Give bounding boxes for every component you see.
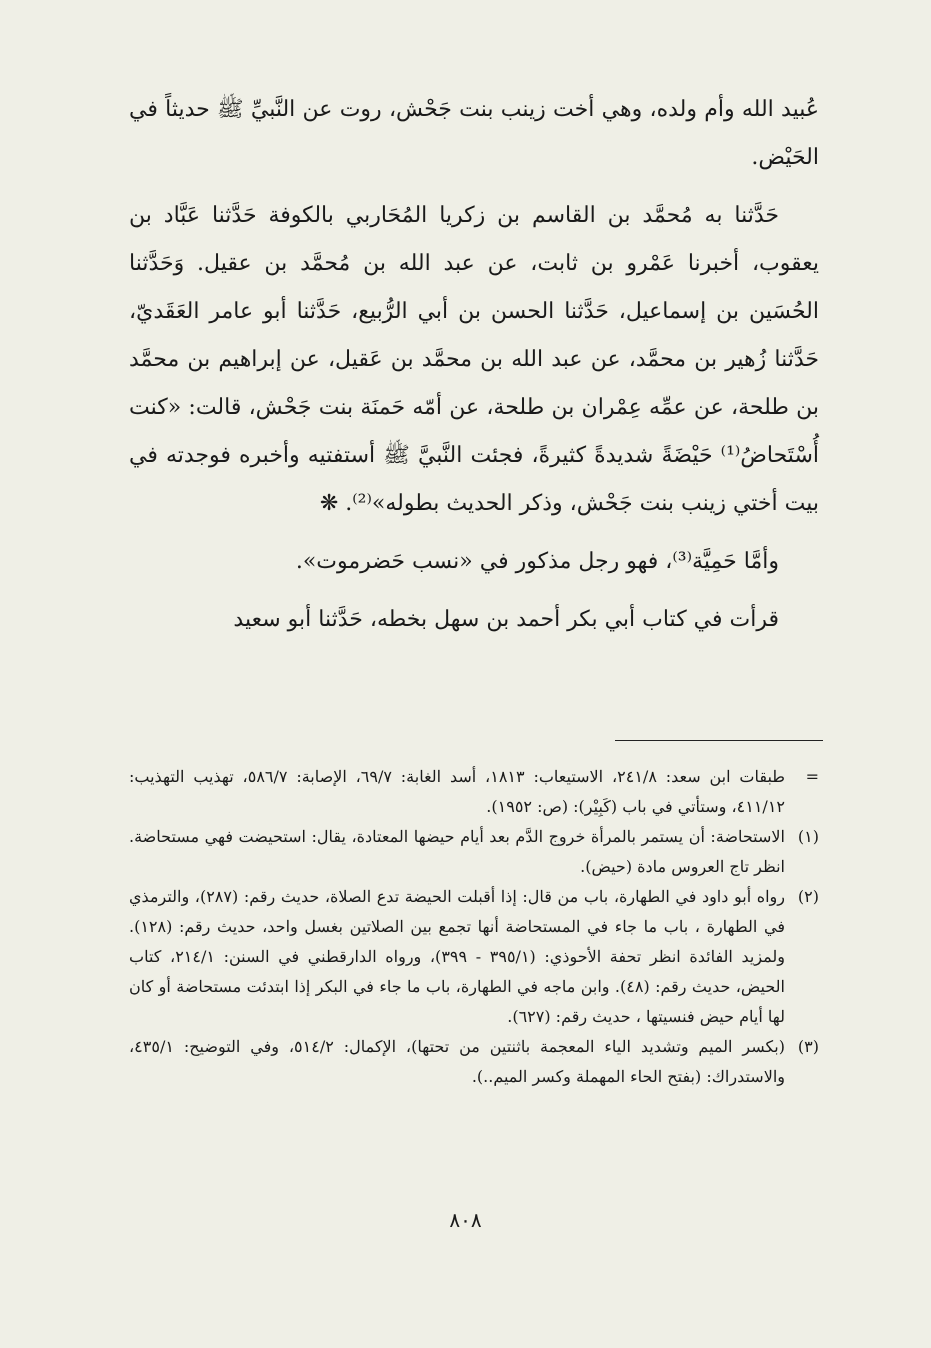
footnote-marker: (٣) [797, 1037, 819, 1056]
footnote-marker: = [805, 767, 819, 786]
footnote-separator [615, 740, 823, 741]
footnote-continuation [129, 762, 819, 822]
main-text [129, 86, 819, 654]
footnote-text: طبقات ابن سعد: ٢٤١/٨، الاستيعاب: ١٨١٣، أسد الغابة: ٦٩/٧، الإصابة: ٥٨٦/٧، تهذيب التهذيب: ٤١١/١٢، وستأتي في باب (كَبِيْر): (ص: ١٩٥٢). [129, 767, 786, 816]
footnote-marker: (٢) [797, 887, 819, 906]
footnote-marker: (١) [797, 827, 819, 846]
footnotes [129, 762, 819, 1092]
footnote-3 [129, 1032, 819, 1092]
footnote-text: الاستحاضة: أن يستمر بالمرأة خروج الدَّم بعد أيام حيضها المعتادة، يقال: استحيضت فهي مستحاضة. انظر تاج العروس مادة (حيض). [129, 827, 785, 876]
paragraph-continuation: عُبيد الله وأم ولده، وهي أخت زينب بنت جَحْش، روت عن النَّبيِّ ﷺ حديثاً في الحَيْض. [129, 97, 819, 170]
paragraph-hadith-chain: حَدَّثنا به مُحمَّد بن القاسم بن زكريا المُحَاربي بالكوفة حَدَّثنا عَبَّاد بن يعقوب، أخبرنا عَمْرو بن ثابت، عن عبد الله بن مُحمَّد بن عقيل. وَحَدَّثنا الحُسَين بن إسماعيل، حَدَّثنا الحسن بن أبي الرُّبيع، حَدَّثنا أبو عامر العَقَديّ، حَدَّثنا زُهير بن محمَّد، عن عبد الله بن محمَّد بن عَقيل، عن إبراهيم بن محمَّد بن طلحة، عن عمِّه عِمْران بن طلحة، عن أمّه حَمنَة بنت جَحْش، قالت: «كنت أُسْتَحاضُ⁽¹⁾ حَيْضَةً شديدةً كثيرةً، فجئت النَّبيَّ ﷺ أستفتيه وأخبره فوجدته في بيت أختي زينب بنت جَحْش، وذكر الحديث بطوله»⁽²⁾. ❋ [129, 203, 819, 516]
footnote-text: رواه أبو داود في الطهارة، باب من قال: إذا أقبلت الحيضة تدع الصلاة، حديث رقم: (٢٨٧)، والترمذي في الطهارة ، باب ما جاء في المستحاضة أنها تجمع بين الصلاتين بغسل واحد، حديث رقم: (١٢٨). ولمزيد الفائدة انظر تحفة الأحوذي: (٣٩٥/١ - ٣٩٩)، ورواه الدارقطني في السنن: ٢١٤/١، كتاب الحيض، حديث رقم: (٤٨). وابن ماجه في الطهارة، باب ما جاء في البكر إذا ابتدئت مستحاضة أو كان لها أيام حيض فنسيتها ، حديث رقم: (٦٢٧). [129, 887, 786, 1026]
paragraph-qara-tu: قرأت في كتاب أبي بكر أحمد بن سهل بخطه، حَدَّثنا أبو سعيد [233, 607, 779, 632]
page-number: ٨٠٨ [449, 1208, 482, 1232]
footnote-text: (بكسر الميم وتشديد الياء المعجمة باثنتين من تحتها)، الإكمال: ٥١٤/٢، وفي التوضيح: ٤٣٥/١، والاستدراك: (بفتح الحاء المهملة وكسر الميم..). [129, 1037, 786, 1086]
footnote-1 [129, 822, 819, 882]
paragraph-hamiyya: وأمَّا حَمِيَّة⁽³⁾، فهو رجل مذكور في «نسب حَضرموت». [295, 549, 779, 574]
footnote-2 [129, 882, 819, 1032]
